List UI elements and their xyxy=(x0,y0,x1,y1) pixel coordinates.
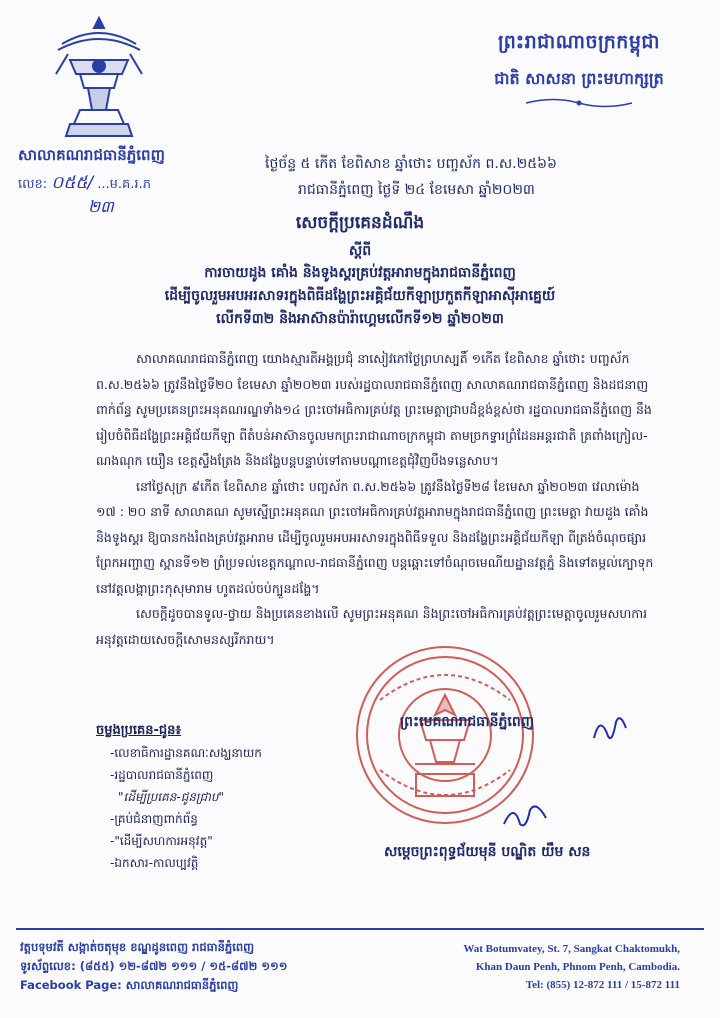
footer-phone-kh: ទូរស័ព្ទលេខ: (៨៥៥) ១២-៨៧២ ១១១ / ១៥-៨៧២ ១១១ xyxy=(20,959,288,973)
footer-address-en-1: Wat Botumvatey, St. 7, Sangkat Chaktomukh, xyxy=(463,943,680,955)
footer-contact-kh xyxy=(20,938,287,995)
footer-address-en-2: Khan Daun Penh, Phnom Penh, Cambodia. xyxy=(475,961,680,973)
signatory-title: ព្រះមេគណរាជធានីភ្នំពេញ xyxy=(400,714,535,730)
signer-name: សម្តេចព្រះពុទ្ធជ័យមុនី បណ្ឌិត យឹម សន xyxy=(384,844,591,860)
signature-icon xyxy=(500,800,550,832)
facebook-label: Facebook Page: xyxy=(20,978,122,992)
cc-item: -ឯកសារ-កាលប្បវត្តិ xyxy=(110,856,199,870)
facebook-value: សាលាគណរាជធានីភ្នំពេញ xyxy=(125,978,239,992)
office-emblem-icon xyxy=(40,14,158,144)
document-type: សេចក្តីប្រគេនដំណឹង xyxy=(295,213,425,233)
cc-item: -លេខាធិការដ្ឋានគណៈសង្ឃនាយក xyxy=(110,746,262,760)
footer-divider xyxy=(16,928,704,930)
footer-facebook xyxy=(20,976,287,995)
kingdom-title: ព្រះរាជាណាចក្រកម្ពុជា xyxy=(498,31,660,53)
cc-item: -គ្រប់ជំនាញពាក់ព័ន្ធ xyxy=(110,812,198,826)
body-paragraph-3: សេចក្តីដូចបានទូល-ថ្វាយ និងប្រគេនខាងលើ សូមព្រះអនុគណ និងព្រះចៅអធិការគ្រប់វត្តព្រះមេត្តាចូលរួមសហការអនុវត្តដោយសេចក្តីសោមនស្សរីករាយ។ xyxy=(96,606,648,647)
subject-line-2: ដើម្បីចូលរួមអបអរសាទរក្នុងពិធីដង្ហែព្រះអគ្គិជ័យកីឡាប្រកួតកីឡាអាស៊ីអាគ្នេយ៍ xyxy=(164,288,556,304)
cc-item: -"ដើម្បីសហការអនុវត្ត" xyxy=(110,834,213,848)
letter-body xyxy=(96,346,656,652)
footer-address-kh: វត្តបទុមវតី សង្កាត់ចតុមុខ ខណ្ឌដូនពេញ រាជធានីភ្នំពេញ xyxy=(20,940,255,954)
national-motto: ជាតិ សាសនា ព្រះមហាក្សត្រ xyxy=(494,69,664,88)
cc-list xyxy=(96,720,262,874)
signature-stroke-icon xyxy=(590,708,630,748)
ref-number-handwritten: ០៥៥/ xyxy=(51,173,94,193)
footer-phone-en: Tel: (855) 12-872 111 / 15-872 111 xyxy=(525,979,680,991)
ref-year-handwritten: ២៣ xyxy=(88,197,114,216)
cc-item: "ដើម្បីប្រគេន-ជូនជ្រាប" xyxy=(118,790,225,804)
kingdom-header xyxy=(464,30,694,110)
cc-item: -រដ្ឋបាលរាជធានីភ្នំពេញ xyxy=(110,768,214,782)
ref-label: លេខ: xyxy=(18,177,48,192)
subject-line-3: លើកទី៣២ និងអាស៊ានប៉ារ៉ាហ្គេមលើកទី១២ ឆ្នាំ២០២៣ xyxy=(216,311,504,327)
solar-date: រាជធានីភ្នំពេញ ថ្ងៃទី ២៤ ខែមេសា ឆ្នាំ២០២៣ xyxy=(298,182,535,198)
ref-suffix: ...ម.គ.រ.ភ xyxy=(97,177,151,192)
cc-title: ចម្លងប្រគេន-ជូន៖ xyxy=(96,723,182,738)
ornament-divider-icon xyxy=(524,96,634,110)
body-paragraph-2: នៅថ្ងៃសុក្រ ៩កើត ខែពិសាខ ឆ្នាំថោះ បញ្ចស័ក ព.ស.២៥៦៦ ត្រូវនឹងថ្ងៃទី២៨ ខែមេសា ឆ្នាំ២០២៣ វេលាម៉ោង ១៧ : ២០ នាទី សាលាគណ សូមស្នើព្រះអនុគណ ព្រះចៅអធិការគ្រប់វត្តអារាមក្នុងរាជធានីភ្នំពេញ ព្រះមេត្តា វាយដួង គោំង និងទូងស្គរ ឱ្យបានកងរំពងគ្រប់វត្តអារាម ដើម្បីចូលរួមអបអរសាទរក្នុងពិធីទទួល និងដង្ហែព្រះអគ្គិជ័យកីឡា ពីត្រង់ចំណុចផ្សារព្រែកអញ្ចាញ ស្ពានទី១២ ព្រំប្រទល់ខេត្តកណ្តាល-រាជធានីភ្នំពេញ បន្តឆ្ពោះទៅចំណុចមេណីយដ្ឋានវត្តភ្នំ និងទៅតម្កល់ក្បោទុកនៅវត្តលង្កាព្រះកុសុមារាម ហូតដល់ចប់ក្បួនដង្ហែ។ xyxy=(96,478,654,596)
footer-contact-en xyxy=(463,940,680,994)
reference-number xyxy=(18,172,151,197)
subject-label: ស្តីពី xyxy=(348,243,372,259)
body-paragraph-1: សាលាគណរាជធានីភ្នំពេញ យោងស្មារតីអង្គប្រជុំ នាសៀវភៅថ្ងៃព្រហស្បតិ៍ ១កើត ខែពិសាខ ឆ្នាំថោះ បញ្ចស័ក ព.ស.២៥៦៦ ត្រូវនឹងថ្ងៃទី២០ ខែមេសា ឆ្នាំ២០២៣ របស់រដ្ឋបាលរាជធានីភ្នំពេញ សាលាគណរាជធានីភ្នំពេញ និងដជនាញពាក់ព័ន្ធ សូមប្រគេនព្រះអនុគណរណ្ឌទាំង១៤ ព្រះចៅអធិការគ្រប់វត្ត ព្រះមេត្តាជ្រាបដ៏ខ្ពង់ខ្ពស់ថា រដ្ឋបាលរាជធានីភ្នំពេញ នឹងរៀបចំពិធីដង្ហែព្រះអគ្គិជ័យកីឡា ពីតំបន់អាស៊ានចូលមកព្រះរាជាណាចក្រកម្ពុជា តាមច្រកទ្វារព្រំដែនអន្តរជាតិ ត្រពាំងក្រៀល-ណងណុក យឿន ខេត្តស្ទឹងត្រែង និងដង្ហែបន្តបន្ទាប់ទៅតាមបណ្តាខេត្តជុំវិញបឹងទន្លេសាប។ xyxy=(96,351,652,468)
issuing-office: សាលាគណរាជធានីភ្នំពេញ xyxy=(18,146,165,164)
lunar-date: ថ្ងៃច័ន្ទ ៥ កើត ខែពិសាខ ឆ្នាំថោះ បញ្ចស័ក ព.ស.២៥៦៦ xyxy=(265,156,557,172)
subject-line-1: ការចាយដូង គោំង និងទូងស្គរគ្រប់វត្តអារាមក្នុងរាជធានីភ្នំពេញ xyxy=(204,265,516,281)
